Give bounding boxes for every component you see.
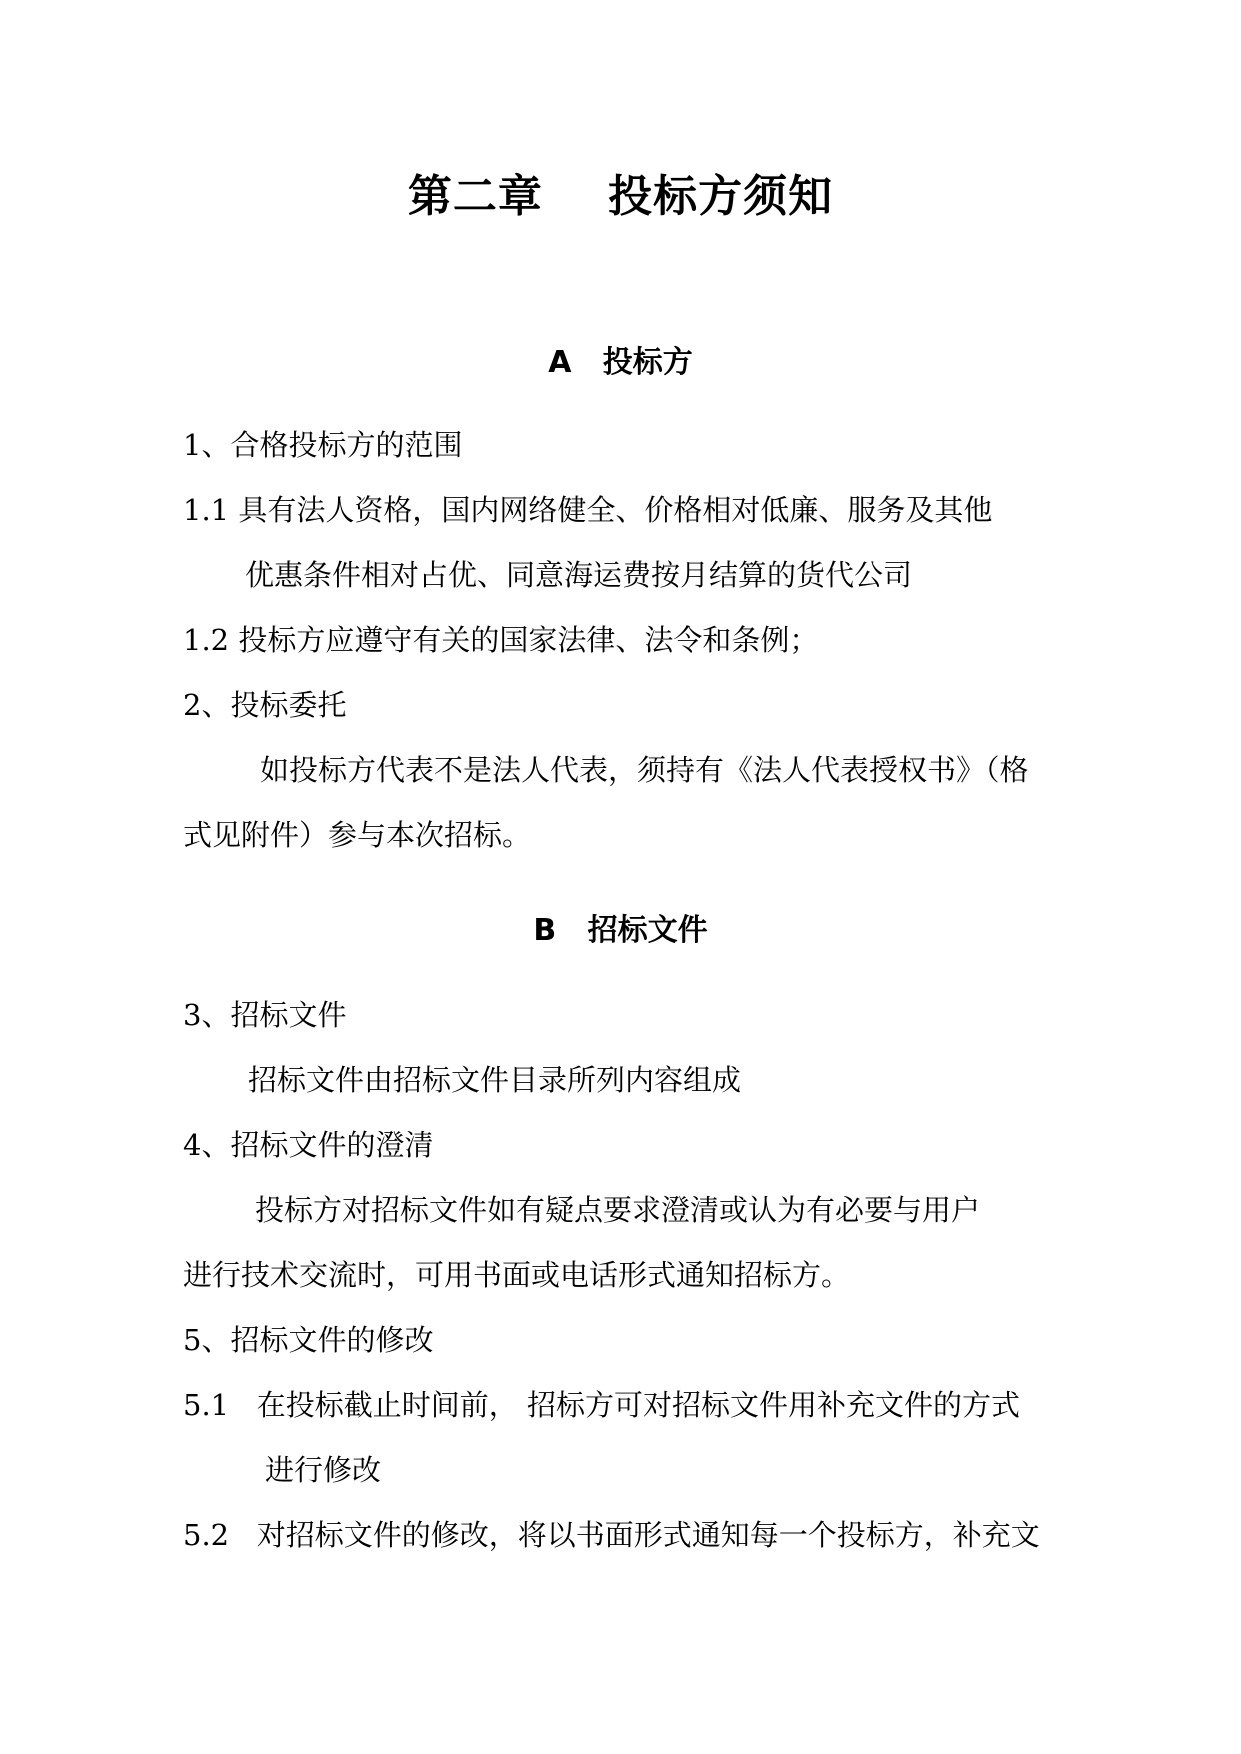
- paragraph-line: 5、招标文件的修改: [183, 1323, 434, 1357]
- paragraph-line: 1、合格投标方的范围: [183, 428, 463, 462]
- paragraph-line: 3、招标文件: [183, 998, 347, 1032]
- paragraph-line: 进行技术交流时，可用书面或电话形式通知招标方。: [183, 1258, 851, 1292]
- paragraph-line: 如投标方代表不是法人代表，须持有《法人代表授权书》（格: [260, 753, 1029, 787]
- paragraph-line: 式见附件）参与本次招标。: [183, 818, 532, 852]
- section-heading-b: B 招标文件: [533, 913, 708, 948]
- paragraph-line: 4、招标文件的澄清: [183, 1128, 434, 1162]
- paragraph-line: 5.1 在投标截止时间前， 招标方可对招标文件用补充文件的方式: [183, 1388, 1020, 1422]
- paragraph-line: 投标方对招标文件如有疑点要求澄清或认为有必要与用户: [255, 1193, 981, 1227]
- paragraph-line: 5.2 对招标文件的修改，将以书面形式通知每一个投标方，补充文: [183, 1518, 1040, 1552]
- paragraph-line: 招标文件由招标文件目录所列内容组成: [248, 1063, 742, 1097]
- paragraph-line: 1.2 投标方应遵守有关的国家法律、法令和条例；: [183, 623, 819, 657]
- chapter-title: 第二章 投标方须知: [407, 171, 834, 222]
- section-heading-a: A 投标方: [548, 345, 693, 380]
- paragraph-line: 优惠条件相对占优、同意海运费按月结算的货代公司: [245, 558, 913, 592]
- paragraph-line: 1.1 具有法人资格，国内网络健全、价格相对低廉、服务及其他: [183, 493, 993, 527]
- paragraph-line: 2、投标委托: [183, 688, 347, 722]
- paragraph-line: 进行修改: [265, 1453, 382, 1487]
